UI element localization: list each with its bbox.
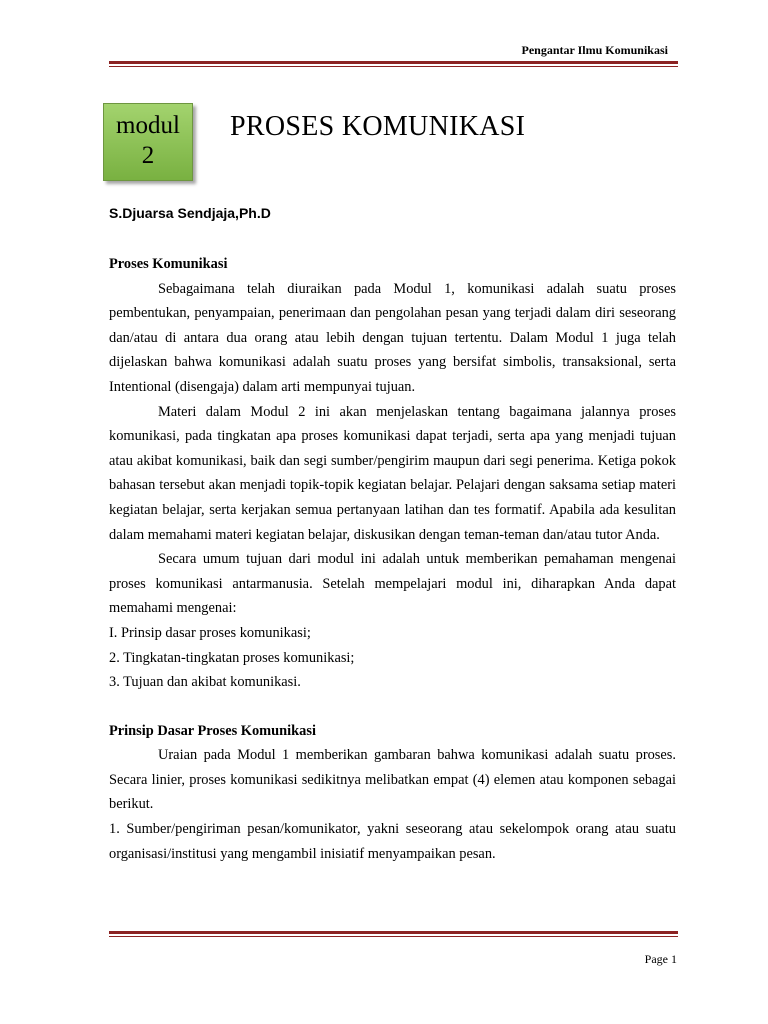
footer-rule xyxy=(109,931,678,937)
body-content xyxy=(109,252,676,866)
modul-badge-number: 2 xyxy=(141,142,155,169)
document-title: PROSES KOMUNIKASI xyxy=(230,111,526,142)
section-title: Proses Komunikasi xyxy=(109,256,228,272)
paragraph: Sebagaimana telah diuraikan pada Modul 1, komunikasi adalah suatu proses pembentukan, penyampaian, penerimaan dan pengolahan pesan yang terjadi dalam diri seseorang dan/atau di antara dua orang atau lebih dengan tujuan tertentu. Dalam Modul 1 juga telah dijelaskan bahwa komunikasi adalah suatu proses yang bersifat simbolis, transaksional, serta Intentional (disengaja) dalam arti mempunyai tujuan. xyxy=(109,280,676,395)
list-item: I. Prinsip dasar proses komunikasi; xyxy=(109,624,311,641)
header-rule xyxy=(109,61,678,67)
paragraph: Uraian pada Modul 1 memberikan gambaran bahwa komunikasi adalah suatu proses. Secara linier, proses komunikasi sedikitnya melibatkan empat (4) elemen atau komponen sebagai berikut. xyxy=(109,747,676,813)
paragraph: Secara umum tujuan dari modul ini adalah untuk memberikan pemahaman mengenai proses komunikasi antarmanusia. Setelah mempelajari modul ini, diharapkan Anda dapat memahami mengenai: xyxy=(109,551,676,617)
modul-badge-label: modul xyxy=(116,112,180,139)
modul-badge xyxy=(103,103,193,181)
page-number: Page 1 xyxy=(644,952,677,966)
list-item: 3. Tujuan dan akibat komunikasi. xyxy=(109,674,301,691)
author-name: S.Djuarsa Sendjaja,Ph.D xyxy=(109,205,271,221)
paragraph: 1. Sumber/pengiriman pesan/komunikator, yakni seseorang atau sekelompok orang atau suatu organisasi/institusi yang mengambil inisiatif menyampaikan pesan. xyxy=(109,821,676,862)
paragraph: Materi dalam Modul 2 ini akan menjelaskan tentang bagaimana jalannya proses komunikasi, pada tingkatan apa proses komunikasi dapat terjadi, serta apa yang menjadi tujuan atau akibat komunikasi, baik dan segi sumber/pengirim maupun dari segi penerima. Ketiga pokok bahasan tersebut akan menjadi topik-topik kegiatan belajar. Pelajari dengan saksama setiap materi kegiatan belajar, serta kerjakan semua pertanyaan latihan dan tes formatif. Apabila ada kesulitan dalam memahami materi kegiatan belajar, diskusikan dengan teman-teman dan/atau tutor Anda. xyxy=(109,403,676,543)
list-item: 2. Tingkatan-tingkatan proses komunikasi; xyxy=(109,649,355,666)
running-header: Pengantar Ilmu Komunikasi xyxy=(521,43,668,57)
section-title: Prinsip Dasar Proses Komunikasi xyxy=(109,722,316,739)
